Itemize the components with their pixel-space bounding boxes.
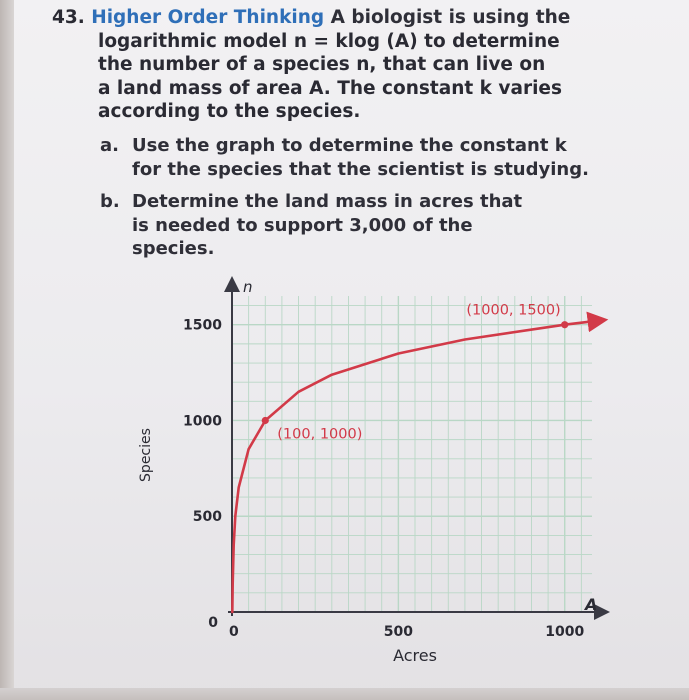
chart-axis-labels (138, 278, 597, 665)
y-tick-label: 500 (192, 509, 222, 526)
page-bottom-edge (0, 688, 689, 700)
y-tick-label: 1500 (183, 317, 222, 334)
x-axis-letter: A (585, 595, 598, 614)
part-label: b. (100, 191, 120, 212)
x-tick-label: 500 (383, 624, 413, 640)
part-text-line: for the species that the scientist is studying. (132, 158, 589, 180)
question-heading: Higher Order Thinking (91, 7, 325, 28)
y-axis-title: Species (138, 428, 154, 482)
data-label: (100, 1000) (277, 426, 363, 443)
data-point (561, 321, 568, 328)
data-point (262, 417, 269, 424)
y-axis-letter: n (243, 278, 253, 296)
question-text-line: A biologist is using the (330, 7, 571, 28)
part-text-line: Use the graph to determine the constant k (132, 135, 567, 156)
question-number: 43. (52, 7, 85, 28)
question-text-line: logarithmic model n = klog (A) to determine (98, 30, 560, 52)
chart-tick-labels (183, 318, 584, 640)
question-text-line: the number of a species n, that can live on (98, 54, 546, 75)
part-text-line: is needed to support 3,000 of the (132, 214, 473, 236)
x-tick-label: 0 (229, 624, 239, 640)
y-tick-label: 0 (208, 615, 218, 631)
question-text-line: according to the species. (98, 101, 361, 122)
part-label: a. (100, 135, 119, 156)
x-axis-title: Acres (393, 646, 437, 665)
question-text-line: a land mass of area A. The constant k varies (98, 77, 562, 99)
chart-grid (232, 296, 592, 612)
part-text-line: Determine the land mass in acres that (132, 191, 523, 212)
y-tick-label: 1000 (183, 413, 222, 430)
data-label: (1000, 1500) (466, 302, 561, 319)
x-tick-label: 1000 (545, 624, 585, 640)
part-text-line: species. (132, 238, 215, 259)
